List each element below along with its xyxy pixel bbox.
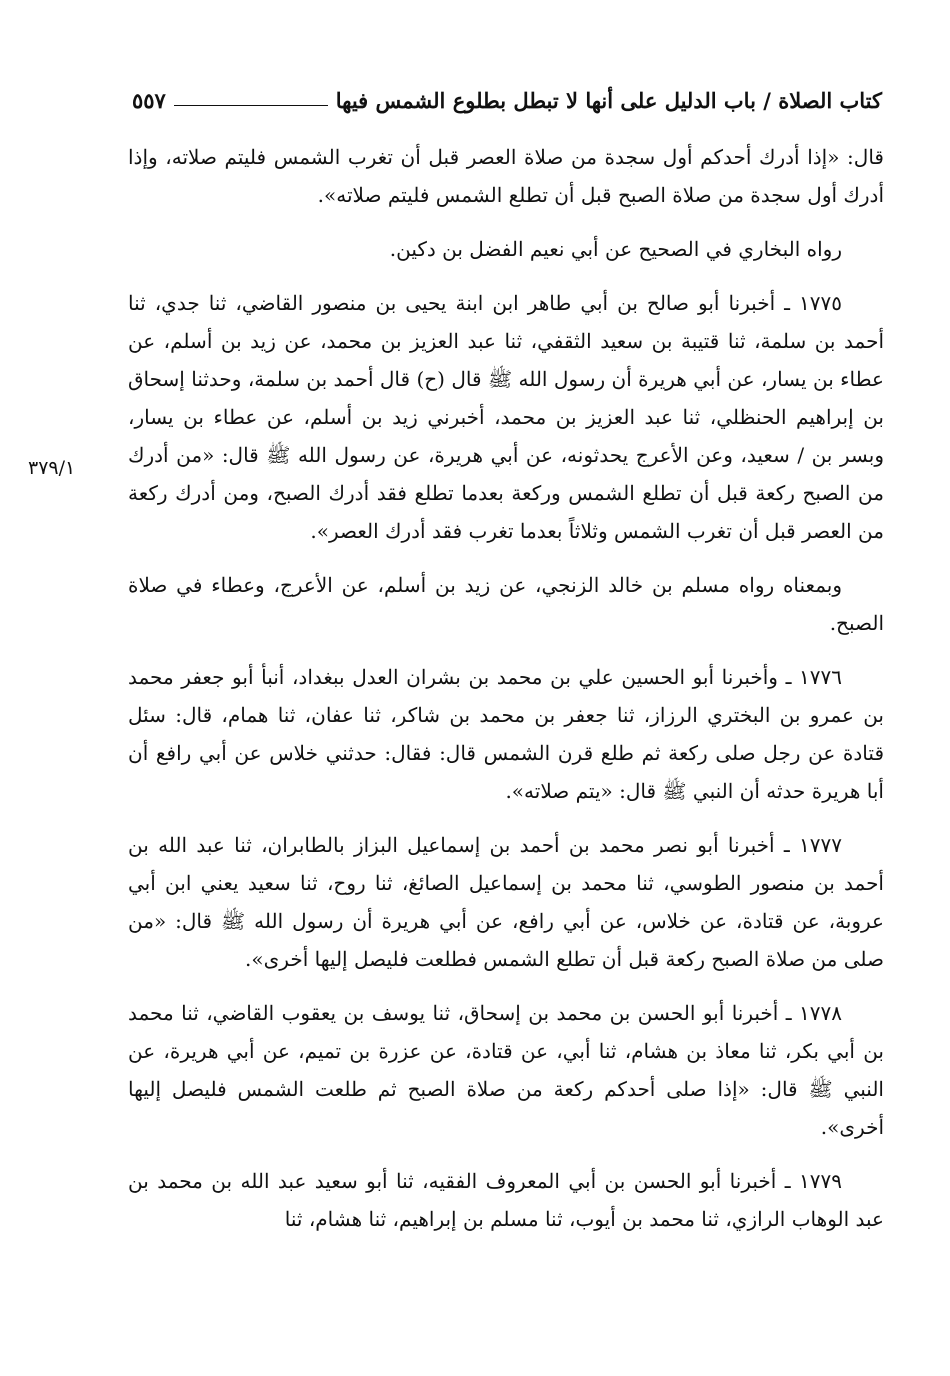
paragraph-hadith-1779: ١٧٧٩ ـ أخبرنا أبو الحسن بن أبي المعروف الفقيه، ثنا أبو سعيد عبد الله بن محمد بن عبد الوهاب الرازي، ثنا محمد بن أيوب، ثنا مسلم بن إبراهيم، ثنا هشام، ثنا — [128, 1169, 884, 1231]
paragraph-hadith-continuation: قال: «إذا أدرك أحدكم أول سجدة من صلاة العصر قبل أن تغرب الشمس فليتم صلاته، وإذا أدرك أول سجدة من صلاة الصبح قبل أن تطلع الشمس فليتم صلاته». — [128, 145, 884, 207]
margin-volume-page-reference: ٣٧٩/١ — [28, 457, 76, 479]
paragraph-narration-note: وبمعناه رواه مسلم بن خالد الزنجي، عن زيد بن أسلم، عن الأعرج، وعطاء في صلاة الصبح. — [128, 573, 884, 635]
page-body — [128, 138, 884, 1254]
page-number: ٥٥٧ — [132, 87, 166, 113]
running-header — [132, 82, 882, 118]
header-rule — [174, 105, 328, 106]
paragraph-hadith-1775: ١٧٧٥ ـ أخبرنا أبو صالح بن أبي طاهر ابن ابنة يحيى بن منصور القاضي، ثنا جدي، ثنا أحمد بن سلمة، ثنا قتيبة بن سعيد الثقفي، ثنا عبد العزيز بن محمد، عن زيد بن أسلم، عن عطاء بن يسار، عن أبي هريرة أن رسول الله ﷺ قال (ح) قال أحمد بن سلمة، وحدثنا إسحاق بن إبراهيم الحنظلي، ثنا عبد العزيز بن محمد، أخبرني زيد بن أسلم، عن عطاء بن يسار، وبسر بن / سعيد، وعن الأعرج يحدثونه، عن أبي هريرة، عن رسول الله ﷺ قال: «من أدرك من الصبح ركعة قبل أن تطلع الشمس وركعة بعدما تطلع فقد أدرك الصبح، ومن أدرك ركعة من العصر قبل أن تغرب الشمس وثلاثاً بعدما تغرب فقد أدرك العصر». — [128, 291, 884, 543]
paragraph-narration-note: رواه البخاري في الصحيح عن أبي نعيم الفضل بن دكين. — [389, 237, 842, 261]
running-title: كتاب الصلاة / باب الدليل على أنها لا تبطل بطلوع الشمس فيها — [335, 87, 882, 113]
paragraph-hadith-1776: ١٧٧٦ ـ وأخبرنا أبو الحسين علي بن محمد بن بشران العدل ببغداد، أنبأ أبو جعفر محمد بن عمرو بن البختري الرزاز، ثنا جعفر بن محمد بن شاكر، ثنا عفان، ثنا همام، قال: سئل قتادة عن رجل صلى ركعة ثم طلع قرن الشمس قال: فقال: حدثني خلاس عن أبي رافع أن أبا هريرة حدثه أن النبي ﷺ قال: «يتم صلاته». — [128, 665, 884, 803]
paragraph-hadith-1777: ١٧٧٧ ـ أخبرنا أبو نصر محمد بن أحمد بن إسماعيل البزاز بالطابران، ثنا عبد الله بن أحمد بن منصور الطوسي، ثنا محمد بن إسماعيل الصائغ، ثنا روح، ثنا سعيد يعني ابن أبي عروبة، عن قتادة، عن خلاس، عن أبي رافع، عن أبي هريرة أن رسول الله ﷺ قال: «من صلى من صلاة الصبح ركعة قبل أن تطلع الشمس فطلعت فليصل إليها أخرى». — [128, 833, 884, 971]
paragraph-hadith-1778: ١٧٧٨ ـ أخبرنا أبو الحسن بن محمد بن إسحاق، ثنا يوسف بن يعقوب القاضي، ثنا محمد بن أبي بكر، ثنا معاذ بن هشام، ثنا أبي، عن قتادة، عن عزرة بن تميم، عن أبي هريرة، عن النبي ﷺ قال: «إذا صلى أحدكم ركعة من صلاة الصبح ثم طلعت الشمس فليصل إليها أخرى». — [128, 1001, 884, 1139]
